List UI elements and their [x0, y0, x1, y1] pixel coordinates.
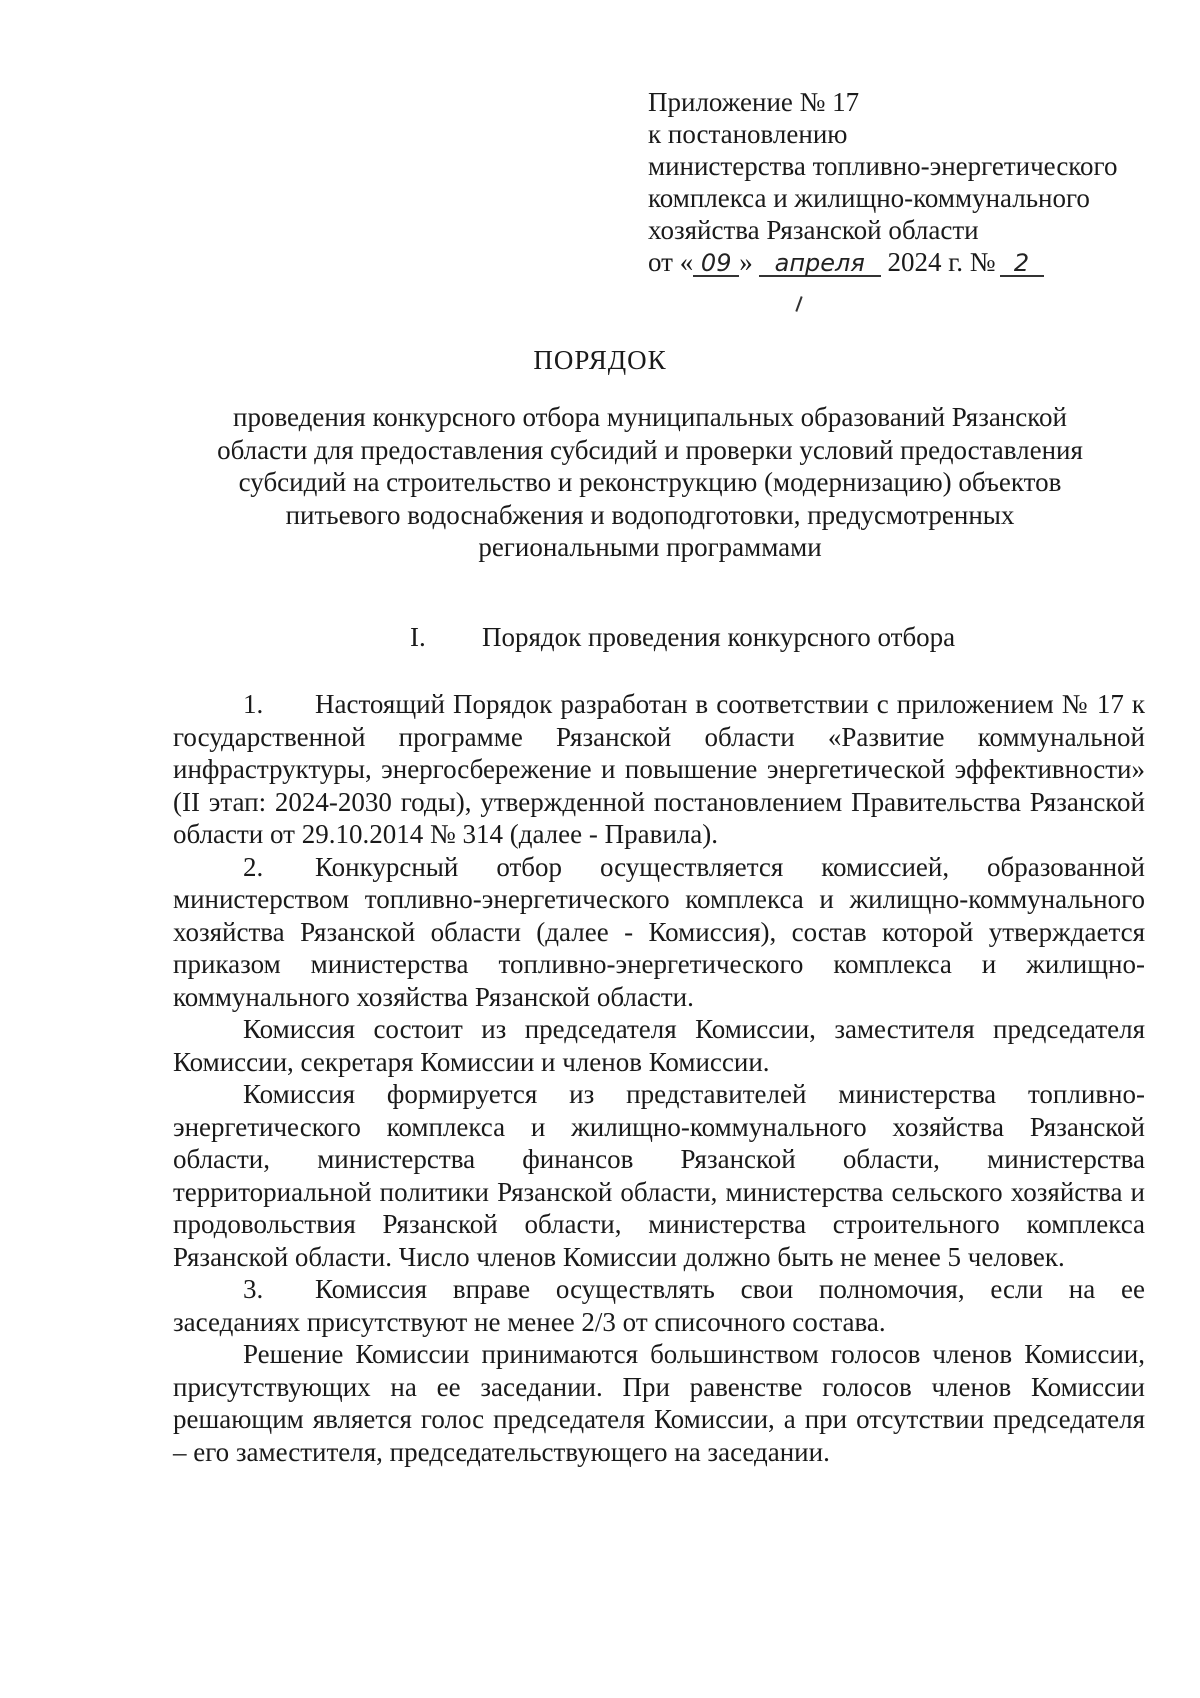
- appendix-date-line: [648, 246, 1168, 278]
- paragraph-1: [173, 688, 1145, 851]
- appendix-line-3: министерства топливно-энергетического: [648, 151, 1118, 181]
- handwritten-day: 09: [693, 251, 739, 277]
- paragraph-2-number: 2.: [243, 851, 264, 882]
- handwritten-month: апреля: [759, 251, 881, 277]
- paragraph-3: Комиссия состоит из председателя Комиссии, заместителя председателя Комиссии, секретаря Комиссии и членов Комиссии.: [173, 1014, 1145, 1077]
- document-subtitle: проведения конкурсного отбора муниципальных образований Рязанской области для предоставления субсидий и проверки условий предоставления субсидий на строительство и реконструкцию (модернизацию) объектов питьевого водоснабжения и водоподготовки, предусмотренных региональными программами: [217, 402, 1083, 562]
- paragraph-5-number: 3.: [243, 1274, 264, 1304]
- date-year: 2024 г. №: [887, 247, 996, 277]
- paragraph-6: Решение Комиссии принимаются большинством голосов членов Комиссии, присутствующих на ее заседании. При равенстве голосов членов Комиссии решающим является голос председателя Комиссии, а при отсутствии председателя – его заместителя, председательствующего на заседании.: [173, 1339, 1145, 1467]
- appendix-header: [648, 86, 1168, 278]
- appendix-line-5: хозяйства Рязанской области: [648, 215, 979, 245]
- paragraph-1-number: 1.: [243, 689, 264, 719]
- date-mid: »: [739, 247, 753, 277]
- section-title: Порядок проведения конкурсного отбора: [482, 622, 956, 652]
- paragraph-2: [173, 851, 1145, 1014]
- paragraph-5-text: Комиссия вправе осуществлять свои полномочия, если на ее заседаниях присутствуют не менее 2/3 от списочного состава.: [173, 1274, 1145, 1337]
- paragraph-5: [173, 1273, 1145, 1338]
- section-heading: [410, 622, 955, 653]
- document-body: [173, 688, 1145, 1468]
- paragraph-1-text: Настоящий Порядок разработан в соответствии с приложением № 17 к государственной программе Рязанской области «Развитие коммунальной инфраструктуры, энергосбережение и повышение энергетической эффективности» (II этап: 2024-2030 годы), утвержденной постановлением Правительства Рязанской области от 29.10.2014 № 314 (далее - Правила).: [173, 689, 1145, 849]
- appendix-line-1: Приложение № 17: [648, 87, 860, 117]
- paragraph-2-text: Конкурсный отбор осуществляется комиссией, образованной министерством топливно-энергетического комплекса и жилищно-коммунального хозяйства Рязанской области (далее - Комиссия), состав которой утверждается приказом министерства топливно-энергетического комплекса и жилищно-коммунального хозяйства Рязанской области.: [173, 851, 1145, 1012]
- appendix-line-2: к постановлению: [648, 119, 848, 149]
- pen-stroke-mark: [795, 296, 802, 312]
- appendix-line-4: комплекса и жилищно-коммунального: [648, 183, 1090, 213]
- section-number: I.: [410, 622, 426, 652]
- handwritten-doc-number: 2: [1000, 251, 1044, 277]
- paragraph-4: Комиссия формируется из представителей министерства топливно-энергетического комплекса и жилищно-коммунального хозяйства Рязанской области, министерства финансов Рязанской области, министерства территориальной политики Рязанской области, министерства сельского хозяйства и продовольствия Рязанской области, министерства строительного комплекса Рязанской области. Число членов Комиссии должно быть не менее 5 человек.: [173, 1079, 1145, 1272]
- date-prefix: от «: [648, 247, 694, 277]
- document-title: ПОРЯДОК: [533, 345, 667, 375]
